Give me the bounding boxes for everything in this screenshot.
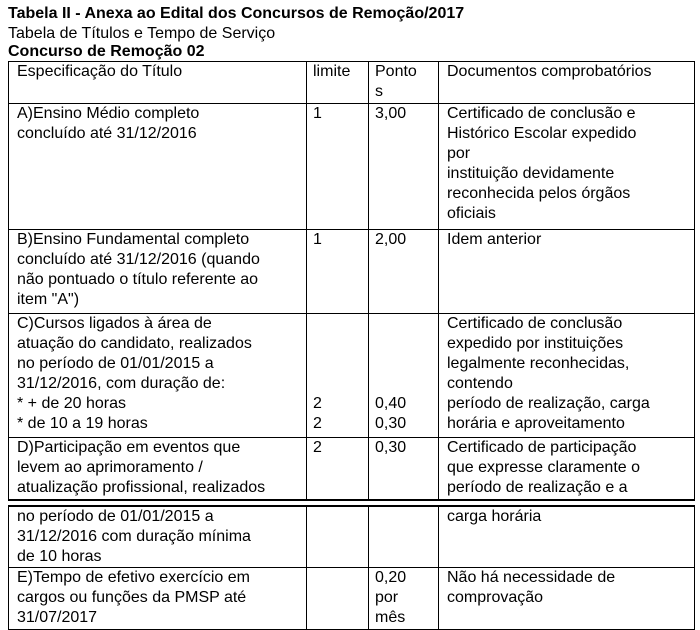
titles-table bbox=[8, 61, 695, 630]
column-header-spec: Especificação do Título bbox=[9, 62, 307, 104]
row-spec: no período de 01/01/2015 a 31/12/2016 com duração mínima de 10 horas bbox=[9, 506, 307, 568]
row-docs: Certificado de conclusão e Histórico Escolar expedido por instituição devidamente reconhecida pelos órgãos oficiais bbox=[439, 104, 695, 230]
row-points: 0,40 0,30 bbox=[369, 314, 439, 438]
table-row bbox=[9, 506, 695, 568]
table-row bbox=[9, 438, 695, 500]
row-points: 0,30 bbox=[369, 438, 439, 500]
row-spec: A)Ensino Médio completo concluído até 31/12/2016 bbox=[9, 104, 307, 230]
table-row bbox=[9, 104, 695, 230]
row-docs: Não há necessidade de comprovação bbox=[439, 568, 695, 630]
document-title: Tabela II - Anexa ao Edital dos Concursos de Remoção/2017 bbox=[8, 5, 465, 22]
table-row bbox=[9, 568, 695, 630]
row-points: 0,20 por mês bbox=[369, 568, 439, 630]
document-subtitle: Tabela de Títulos e Tempo de Serviço bbox=[8, 25, 276, 42]
row-limit bbox=[307, 568, 369, 630]
row-points: 3,00 bbox=[369, 104, 439, 230]
table-row bbox=[9, 230, 695, 314]
row-limit: 2 bbox=[307, 438, 369, 500]
row-spec: B)Ensino Fundamental completo concluído até 31/12/2016 (quando não pontuado o título referente ao item "A") bbox=[9, 230, 307, 314]
column-header-docs: Documentos comprobatórios bbox=[439, 62, 695, 104]
row-limit: 2 2 bbox=[307, 314, 369, 438]
column-header-points: Ponto s bbox=[369, 62, 439, 104]
row-limit: 1 bbox=[307, 104, 369, 230]
document bbox=[8, 4, 694, 630]
row-docs: carga horária bbox=[439, 506, 695, 568]
column-header-limit: limite bbox=[307, 62, 369, 104]
row-spec: E)Tempo de efetivo exercício em cargos ou funções da PMSP até 31/07/2017 bbox=[9, 568, 307, 630]
section-title: Concurso de Remoção 02 bbox=[8, 43, 205, 60]
row-points bbox=[369, 506, 439, 568]
row-limit: 1 bbox=[307, 230, 369, 314]
row-limit bbox=[307, 506, 369, 568]
row-spec: C)Cursos ligados à área de atuação do candidato, realizados no período de 01/01/2015 a 31/12/2016, com duração de: * + de 20 horas * de 10 a 19 horas bbox=[9, 314, 307, 438]
row-spec: D)Participação em eventos que levem ao aprimoramento / atualização profissional, realizados bbox=[9, 438, 307, 500]
row-docs: Certificado de participação que expresse claramente o período de realização e a bbox=[439, 438, 695, 500]
row-docs: Certificado de conclusão expedido por instituições legalmente reconhecidas, contendo período de realização, carga horária e aproveitamento bbox=[439, 314, 695, 438]
row-docs: Idem anterior bbox=[439, 230, 695, 314]
row-points: 2,00 bbox=[369, 230, 439, 314]
table-header-row bbox=[9, 62, 695, 104]
table-row bbox=[9, 314, 695, 438]
